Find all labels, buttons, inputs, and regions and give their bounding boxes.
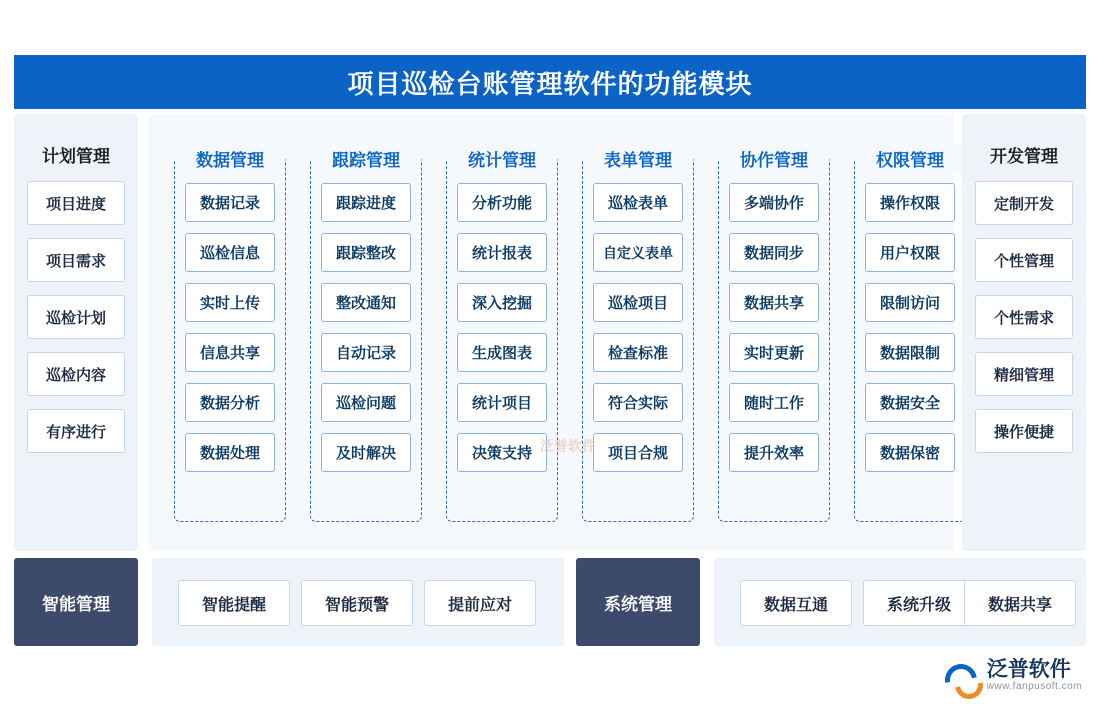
list-item[interactable]: 项目需求 bbox=[27, 238, 125, 282]
list-item[interactable]: 数据处理 bbox=[185, 433, 275, 472]
list-item[interactable]: 系统升级 bbox=[863, 580, 975, 626]
list-item[interactable]: 随时工作 bbox=[729, 383, 819, 422]
list-item[interactable]: 用户权限 bbox=[865, 233, 955, 272]
bottom-heading-intelligent-management: 智能管理 bbox=[14, 558, 138, 646]
panel-development-management-heading: 开发管理 bbox=[990, 147, 1058, 166]
list-item[interactable]: 操作便捷 bbox=[975, 409, 1073, 453]
list-item[interactable]: 数据限制 bbox=[865, 333, 955, 372]
watermark-text: 泛普软件 bbox=[540, 438, 596, 454]
column-heading: 表单管理 bbox=[583, 143, 693, 174]
panel-plan-management-heading: 计划管理 bbox=[42, 147, 110, 166]
list-item[interactable]: 统计报表 bbox=[457, 233, 547, 272]
list-item[interactable]: 个性管理 bbox=[975, 238, 1073, 282]
list-item[interactable]: 深入挖掘 bbox=[457, 283, 547, 322]
panel-plan-management bbox=[14, 114, 138, 551]
list-item[interactable]: 巡检计划 bbox=[27, 295, 125, 339]
list-item[interactable]: 限制访问 bbox=[865, 283, 955, 322]
list-item[interactable]: 自动记录 bbox=[321, 333, 411, 372]
list-item[interactable]: 提升效率 bbox=[729, 433, 819, 472]
list-item[interactable]: 分析功能 bbox=[457, 183, 547, 222]
column-heading: 跟踪管理 bbox=[311, 143, 421, 174]
list-item[interactable]: 检查标准 bbox=[593, 333, 683, 372]
column-form-management bbox=[582, 151, 694, 522]
list-item[interactable]: 数据同步 bbox=[729, 233, 819, 272]
center-panel bbox=[148, 114, 954, 551]
column-heading: 协作管理 bbox=[719, 143, 829, 174]
list-item[interactable]: 数据保密 bbox=[865, 433, 955, 472]
list-item[interactable]: 实时更新 bbox=[729, 333, 819, 372]
column-tracking-management bbox=[310, 151, 422, 522]
column-data-management bbox=[174, 151, 286, 522]
list-item[interactable]: 跟踪进度 bbox=[321, 183, 411, 222]
list-item[interactable]: 数据共享 bbox=[729, 283, 819, 322]
page-title: 项目巡检台账管理软件的功能模块 bbox=[347, 68, 753, 99]
list-item[interactable]: 及时解决 bbox=[321, 433, 411, 472]
list-item[interactable]: 个性需求 bbox=[975, 295, 1073, 339]
swirl-icon bbox=[945, 661, 979, 691]
list-item[interactable]: 数据分析 bbox=[185, 383, 275, 422]
list-item[interactable]: 定制开发 bbox=[975, 181, 1073, 225]
list-item[interactable]: 生成图表 bbox=[457, 333, 547, 372]
brand-logo bbox=[945, 659, 1082, 692]
list-item[interactable]: 统计项目 bbox=[457, 383, 547, 422]
column-collaboration-management bbox=[718, 151, 830, 522]
column-heading: 统计管理 bbox=[447, 143, 557, 174]
bottom-heading-system-management: 系统管理 bbox=[576, 558, 700, 646]
list-item[interactable]: 精细管理 bbox=[975, 352, 1073, 396]
list-item[interactable]: 智能提醒 bbox=[178, 580, 290, 626]
list-item[interactable]: 实时上传 bbox=[185, 283, 275, 322]
list-item[interactable]: 自定义表单 bbox=[593, 233, 683, 272]
list-item[interactable]: 项目合规 bbox=[593, 433, 683, 472]
panel-development-management bbox=[962, 114, 1086, 551]
list-item[interactable]: 数据安全 bbox=[865, 383, 955, 422]
bottom-band bbox=[14, 558, 1086, 646]
column-heading: 数据管理 bbox=[175, 143, 285, 174]
list-item[interactable]: 巡检问题 bbox=[321, 383, 411, 422]
list-item[interactable]: 数据互通 bbox=[740, 580, 852, 626]
list-item[interactable]: 提前应对 bbox=[424, 580, 536, 626]
list-item[interactable]: 巡检信息 bbox=[185, 233, 275, 272]
list-item[interactable]: 整改通知 bbox=[321, 283, 411, 322]
brand-name: 泛普软件 bbox=[986, 658, 1071, 682]
list-item[interactable]: 巡检项目 bbox=[593, 283, 683, 322]
column-statistics-management bbox=[446, 151, 558, 522]
list-item[interactable]: 多端协作 bbox=[729, 183, 819, 222]
list-item[interactable]: 数据共享 bbox=[964, 580, 1076, 626]
list-item[interactable]: 巡检表单 bbox=[593, 183, 683, 222]
list-item[interactable]: 符合实际 bbox=[593, 383, 683, 422]
list-item[interactable]: 决策支持 bbox=[457, 433, 547, 472]
list-item[interactable]: 信息共享 bbox=[185, 333, 275, 372]
list-item[interactable]: 有序进行 bbox=[27, 409, 125, 453]
diagram-title-bar bbox=[14, 55, 1086, 109]
brand-url: www.fanpusoft.com bbox=[986, 680, 1082, 692]
middle-band bbox=[14, 114, 1086, 551]
list-item[interactable]: 项目进度 bbox=[27, 181, 125, 225]
list-item[interactable]: 数据记录 bbox=[185, 183, 275, 222]
list-item[interactable]: 智能预警 bbox=[301, 580, 413, 626]
list-item[interactable]: 操作权限 bbox=[865, 183, 955, 222]
list-item[interactable]: 巡检内容 bbox=[27, 352, 125, 396]
column-heading: 权限管理 bbox=[855, 143, 965, 174]
list-item[interactable]: 跟踪整改 bbox=[321, 233, 411, 272]
column-permission-management bbox=[854, 151, 966, 522]
